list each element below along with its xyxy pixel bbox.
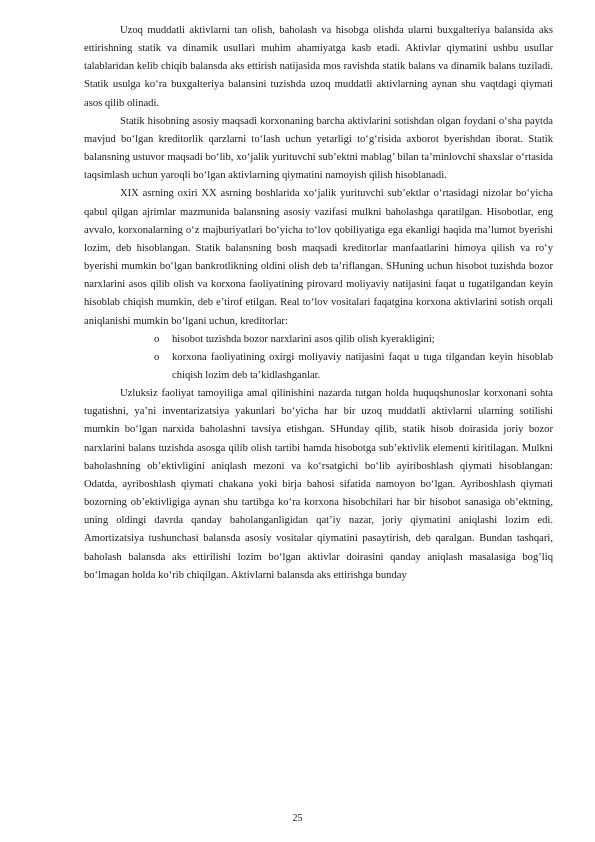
bullet-list	[84, 331, 553, 385]
paragraph-1: Uzoq muddatli aktivlarni tan olish, baholash va hisobga olishda ularni buxgalteriya balansida aks ettirishning statik va dinamik usullari muhim ahamiyatga kasb etadi. Aktivlar qiymatini ushbu usullar talablaridan kelib chiqib balansda aks ettirish natijasida mos ravishda statik balans va dinamik balans tuziladi. Statik usulga ko‘ra buxgalteriya balansini tuzishda uzoq muddatli aktivlarning aynan shu vaqtdagi qiymati asos qilib olinadi.	[84, 25, 553, 109]
list-item	[154, 331, 553, 349]
paragraph-4: Uzluksiz faoliyat tamoyiliga amal qilinishini nazarda tutgan holda huquqshunoslar korxonani sohta tugatishni, ya’ni inventarizatsiya yakunlari bo‘yicha har bir uzoq muddatli aktivlarni ularning sotilishi mumkin bo‘lgan narxida baholashni tavsiya etishgan. SHunday qilib, statik hisob doirasida joriy bozor narxlarini balans tuzishda asosga qilib olish tartibi hamda hisobotga sub’ektivlik elementi kiritilagan. Mulkni baholashning ob’ektivligini aniqlash mezoni va ko‘rsatgichi bo‘lib ayiriboshlash qiymati hisoblangan: Odatda, ayriboshlash qiymati chakana yoki birja bahosi sifatida namoyon bo‘lgan. Ayriboshlash qiymati bozorning ob’ektivligiga aynan shu tartibga ko‘ra korxona hisobchilari har bir hisobot sanasiga ob’ektning, uning oldingi davrda qanday baholanganligidan qat’iy nazar, joriy qiymatini aniqlashi lozim edi. Amortizatsiya tushunchasi balansda asosiy vositalar qiymatini pasaytirish, deb qaralgan. Bundan tashqari, baholash balansda aks ettirilishi lozim bo‘lgan aktivlar doirasini qanday aniqlash masalasiga bog’liq bo‘lmagan holda ko‘rib chiqilgan. Aktivlarni balansda aks ettirishga bunday	[84, 388, 553, 581]
bullet-marker: o	[154, 333, 160, 345]
list-item	[154, 349, 553, 385]
bullet-text: hisobot tuzishda bozor narxlarini asos qilib olish kyerakligini;	[172, 333, 435, 345]
page-number: 25	[292, 813, 303, 824]
document-body	[84, 22, 553, 585]
paragraph-2: Statik hisobning asosiy maqsadi korxonaning barcha aktivlarini sotishdan olgan foydani o‘sha paytda mavjud bo‘lgan kreditorlik qarzlarni to‘lash uchun yetarligi to‘g‘risida axborot byerishdan iborat. Statik balansning ustuvor maqsadi bo‘lib, xo‘jalik yurituvchi sub’ektni mablag’ bilan ta’minlovchi shaxslar o‘rtasida taqsimlash uchun yaroqli bo‘lgan aktivlarning qiymatini namoyish qilish hisoblanadi.	[84, 115, 553, 182]
bullet-marker: o	[154, 351, 160, 363]
bullet-text: korxona faoliyatining oxirgi moliyaviy natijasini faqat u tuga tilgandan keyin hisoblab chiqish lozim deb ta’kidlashganlar.	[172, 351, 553, 381]
paragraph-3: XIX asrning oxiri XX asrning boshlarida xo‘jalik yurituvchi sub’ektlar o‘rtasidagi nizolar bo‘yicha qabul qilgan ajrimlar mazmunida balansning asosiy vazifasi mulkni baholashga qaratilgan. Hisobotlar, eng avvalo, korxonalarning o‘z majburiyatlari bo‘yicha to‘lov qobiliyatiga ega ekanligi haqida ma’lumot byerishi lozim, deb hisoblangan. Statik balansning bosh maqsadi kreditorlar manfaatlarini himoya qilish va ro‘y byerishi mumkin bo‘lgan bankrotlikning oldini olish deb ta’riflangan. SHuning uchun hisobot tuzishda bozor narxlarini asos qilib olish va korxona faoliyatining pirovard moliyaviy natijasini faqat u tugatilgandan keyin hisoblab chiqish mumkin, deb e’tirof etilgan. Real to‘lov vositalari faqatgina korxona aktivlarini sotish orqali aniqlanishi mumkin bo‘lgani uchun, kreditorlar:	[84, 188, 553, 327]
